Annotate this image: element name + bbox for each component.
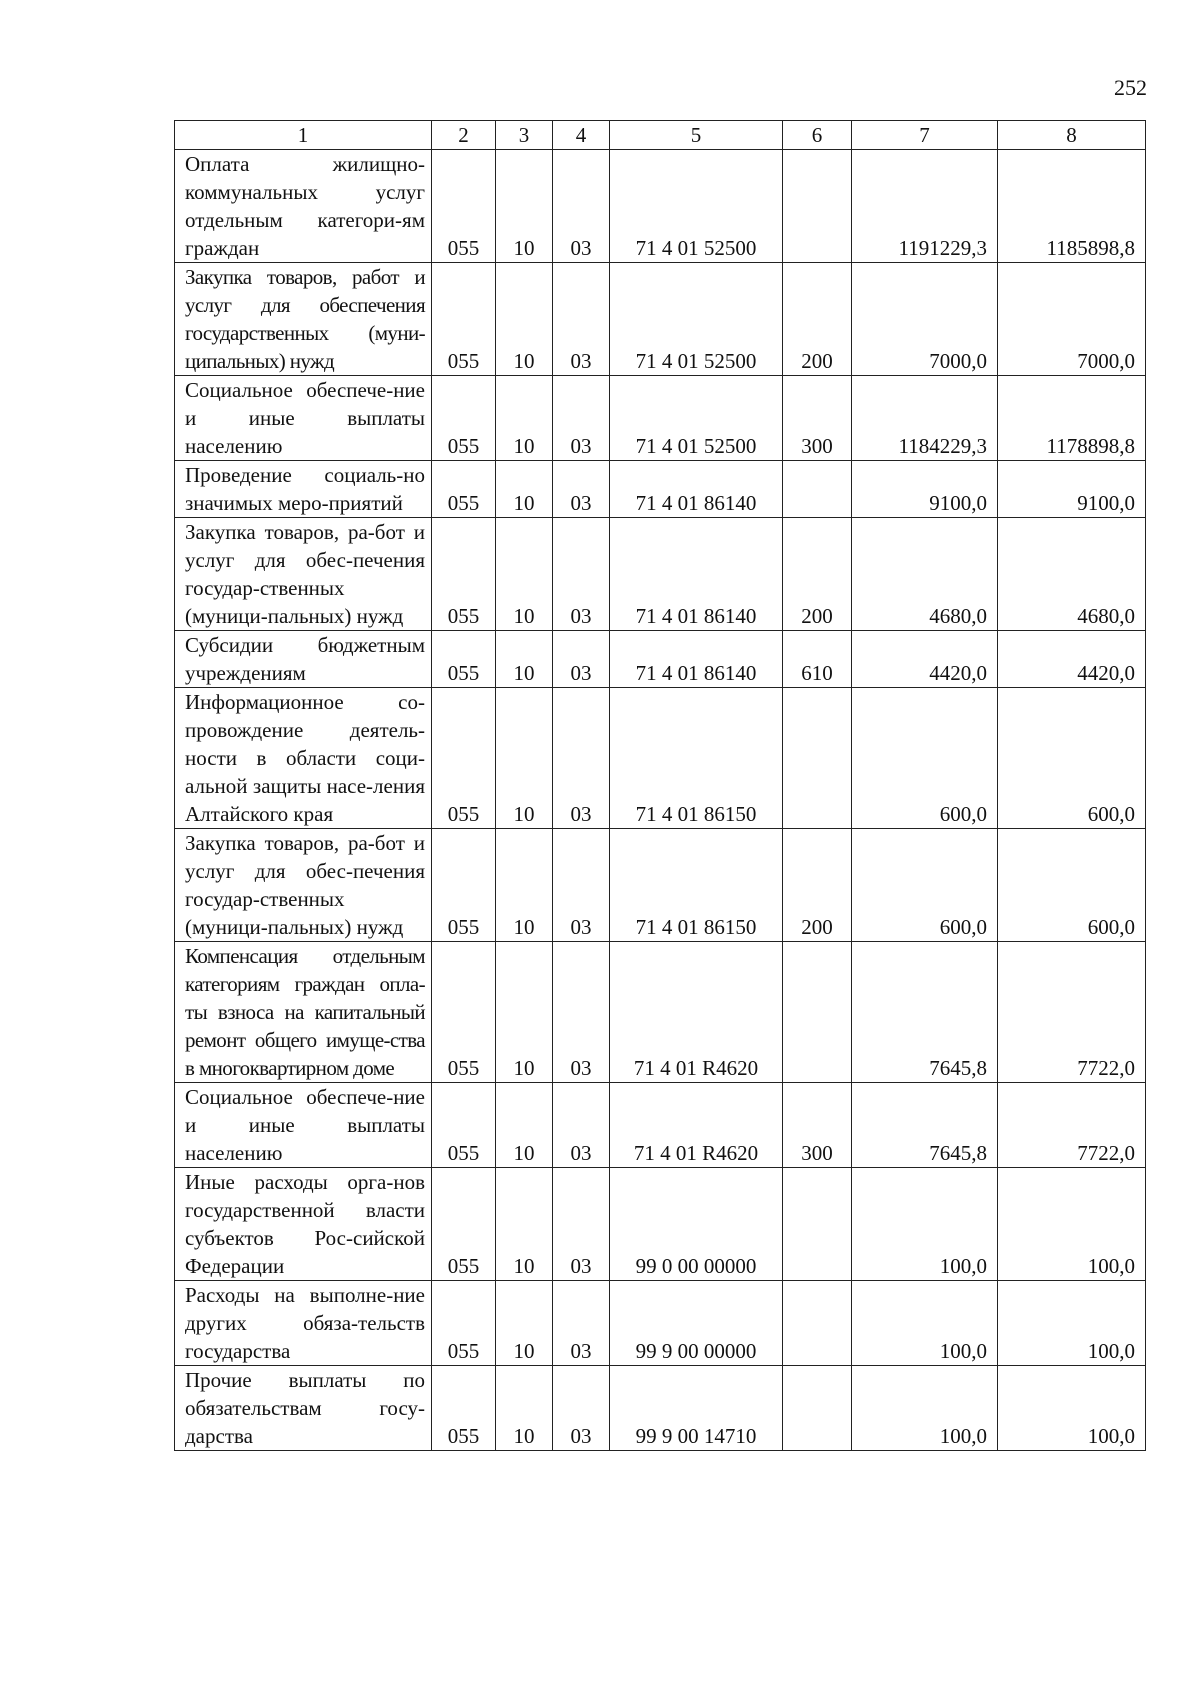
- header-col-1: 1: [175, 121, 432, 150]
- amount-col-7: 4680,0: [852, 518, 998, 631]
- expense-type-code: [783, 150, 852, 263]
- expense-name: Информационное со-провождение деятель-ности в области соци-альной защиты насе-ления Алтайского края: [175, 688, 432, 829]
- subsection-code: 03: [553, 631, 610, 688]
- ministry-code: 055: [432, 150, 496, 263]
- expense-name: Социальное обеспече-ние и иные выплаты населению: [175, 376, 432, 461]
- header-col-4: 4: [553, 121, 610, 150]
- expense-name: Оплата жилищно-коммунальных услуг отдельным категори-ям граждан: [175, 150, 432, 263]
- section-code: 10: [496, 1168, 553, 1281]
- expense-name: Субсидии бюджетным учреждениям: [175, 631, 432, 688]
- ministry-code: 055: [432, 263, 496, 376]
- amount-col-8: 9100,0: [998, 461, 1146, 518]
- target-article-code: 71 4 01 86140: [610, 461, 783, 518]
- section-code: 10: [496, 461, 553, 518]
- amount-col-8: 600,0: [998, 688, 1146, 829]
- section-code: 10: [496, 1083, 553, 1168]
- table-row: [175, 1168, 1146, 1281]
- amount-col-7: 9100,0: [852, 461, 998, 518]
- amount-col-7: 600,0: [852, 829, 998, 942]
- amount-col-8: 600,0: [998, 829, 1146, 942]
- section-code: 10: [496, 942, 553, 1083]
- table-row: [175, 1366, 1146, 1451]
- section-code: 10: [496, 518, 553, 631]
- amount-col-8: 100,0: [998, 1281, 1146, 1366]
- expense-name: Закупка товаров, ра-бот и услуг для обес-печения государ-ственных (муници-пальных) нужд: [175, 829, 432, 942]
- expense-name: Закупка товаров, ра-бот и услуг для обес-печения государ-ственных (муници-пальных) нужд: [175, 518, 432, 631]
- target-article-code: 99 9 00 00000: [610, 1281, 783, 1366]
- ministry-code: 055: [432, 1281, 496, 1366]
- section-code: 10: [496, 263, 553, 376]
- expense-type-code: [783, 461, 852, 518]
- amount-col-8: 4420,0: [998, 631, 1146, 688]
- expense-name: Закупка товаров, работ и услуг для обеспечения государственных (муни-ципальных) нужд: [175, 263, 432, 376]
- section-code: 10: [496, 150, 553, 263]
- target-article-code: 71 4 01 86150: [610, 829, 783, 942]
- expense-type-code: [783, 1366, 852, 1451]
- table-row: [175, 631, 1146, 688]
- table-row: [175, 150, 1146, 263]
- amount-col-8: 7722,0: [998, 1083, 1146, 1168]
- table-body: [175, 150, 1146, 1451]
- target-article-code: 71 4 01 86140: [610, 631, 783, 688]
- header-col-6: 6: [783, 121, 852, 150]
- subsection-code: 03: [553, 829, 610, 942]
- subsection-code: 03: [553, 461, 610, 518]
- expense-type-code: 200: [783, 829, 852, 942]
- header-col-5: 5: [610, 121, 783, 150]
- table-row: [175, 461, 1146, 518]
- budget-table: [174, 120, 1146, 1451]
- expense-name: Иные расходы орга-нов государственной власти субъектов Рос-сийской Федерации: [175, 1168, 432, 1281]
- expense-name: Проведение социаль-но значимых меро-приятий: [175, 461, 432, 518]
- expense-type-code: 200: [783, 263, 852, 376]
- subsection-code: 03: [553, 688, 610, 829]
- amount-col-8: 100,0: [998, 1168, 1146, 1281]
- amount-col-7: 4420,0: [852, 631, 998, 688]
- amount-col-8: 1178898,8: [998, 376, 1146, 461]
- section-code: 10: [496, 631, 553, 688]
- section-code: 10: [496, 688, 553, 829]
- amount-col-7: 7645,8: [852, 1083, 998, 1168]
- amount-col-8: 100,0: [998, 1366, 1146, 1451]
- table-row: [175, 1083, 1146, 1168]
- subsection-code: 03: [553, 1281, 610, 1366]
- section-code: 10: [496, 1281, 553, 1366]
- section-code: 10: [496, 1366, 553, 1451]
- subsection-code: 03: [553, 942, 610, 1083]
- target-article-code: 71 4 01 86150: [610, 688, 783, 829]
- amount-col-7: 7000,0: [852, 263, 998, 376]
- table-row: [175, 518, 1146, 631]
- ministry-code: 055: [432, 1168, 496, 1281]
- subsection-code: 03: [553, 263, 610, 376]
- amount-col-7: 100,0: [852, 1281, 998, 1366]
- target-article-code: 71 4 01 R4620: [610, 1083, 783, 1168]
- target-article-code: 71 4 01 R4620: [610, 942, 783, 1083]
- expense-name: Прочие выплаты по обязательствам госу-дарства: [175, 1366, 432, 1451]
- amount-col-8: 7722,0: [998, 942, 1146, 1083]
- amount-col-7: 100,0: [852, 1366, 998, 1451]
- header-col-3: 3: [496, 121, 553, 150]
- ministry-code: 055: [432, 1083, 496, 1168]
- expense-type-code: [783, 1281, 852, 1366]
- table-row: [175, 376, 1146, 461]
- amount-col-7: 1184229,3: [852, 376, 998, 461]
- section-code: 10: [496, 829, 553, 942]
- expense-name: Социальное обеспече-ние и иные выплаты населению: [175, 1083, 432, 1168]
- subsection-code: 03: [553, 376, 610, 461]
- ministry-code: 055: [432, 376, 496, 461]
- target-article-code: 71 4 01 52500: [610, 263, 783, 376]
- expense-type-code: [783, 688, 852, 829]
- expense-type-code: 610: [783, 631, 852, 688]
- header-col-2: 2: [432, 121, 496, 150]
- amount-col-7: 100,0: [852, 1168, 998, 1281]
- ministry-code: 055: [432, 829, 496, 942]
- amount-col-8: 1185898,8: [998, 150, 1146, 263]
- subsection-code: 03: [553, 1083, 610, 1168]
- table-header: [175, 121, 1146, 150]
- target-article-code: 71 4 01 52500: [610, 150, 783, 263]
- subsection-code: 03: [553, 1366, 610, 1451]
- ministry-code: 055: [432, 518, 496, 631]
- header-col-7: 7: [852, 121, 998, 150]
- expense-type-code: 200: [783, 518, 852, 631]
- target-article-code: 71 4 01 52500: [610, 376, 783, 461]
- amount-col-7: 600,0: [852, 688, 998, 829]
- subsection-code: 03: [553, 150, 610, 263]
- table-row: [175, 829, 1146, 942]
- expense-type-code: [783, 1168, 852, 1281]
- header-col-8: 8: [998, 121, 1146, 150]
- ministry-code: 055: [432, 461, 496, 518]
- expense-name: Расходы на выполне-ние других обяза-тельств государства: [175, 1281, 432, 1366]
- expense-type-code: [783, 942, 852, 1083]
- ministry-code: 055: [432, 631, 496, 688]
- section-code: 10: [496, 376, 553, 461]
- ministry-code: 055: [432, 1366, 496, 1451]
- subsection-code: 03: [553, 1168, 610, 1281]
- expense-type-code: 300: [783, 1083, 852, 1168]
- table-row: [175, 1281, 1146, 1366]
- amount-col-8: 4680,0: [998, 518, 1146, 631]
- amount-col-7: 7645,8: [852, 942, 998, 1083]
- target-article-code: 99 0 00 00000: [610, 1168, 783, 1281]
- amount-col-8: 7000,0: [998, 263, 1146, 376]
- table-row: [175, 688, 1146, 829]
- expense-name: Компенсация отдельным категориям граждан опла-ты взноса на капитальный ремонт общего имуще-ства в многоквартирном доме: [175, 942, 432, 1083]
- amount-col-7: 1191229,3: [852, 150, 998, 263]
- target-article-code: 99 9 00 14710: [610, 1366, 783, 1451]
- table-row: [175, 263, 1146, 376]
- ministry-code: 055: [432, 688, 496, 829]
- ministry-code: 055: [432, 942, 496, 1083]
- table-row: [175, 942, 1146, 1083]
- header-row: [175, 121, 1146, 150]
- expense-type-code: 300: [783, 376, 852, 461]
- target-article-code: 71 4 01 86140: [610, 518, 783, 631]
- subsection-code: 03: [553, 518, 610, 631]
- page-number: 252: [1114, 75, 1147, 100]
